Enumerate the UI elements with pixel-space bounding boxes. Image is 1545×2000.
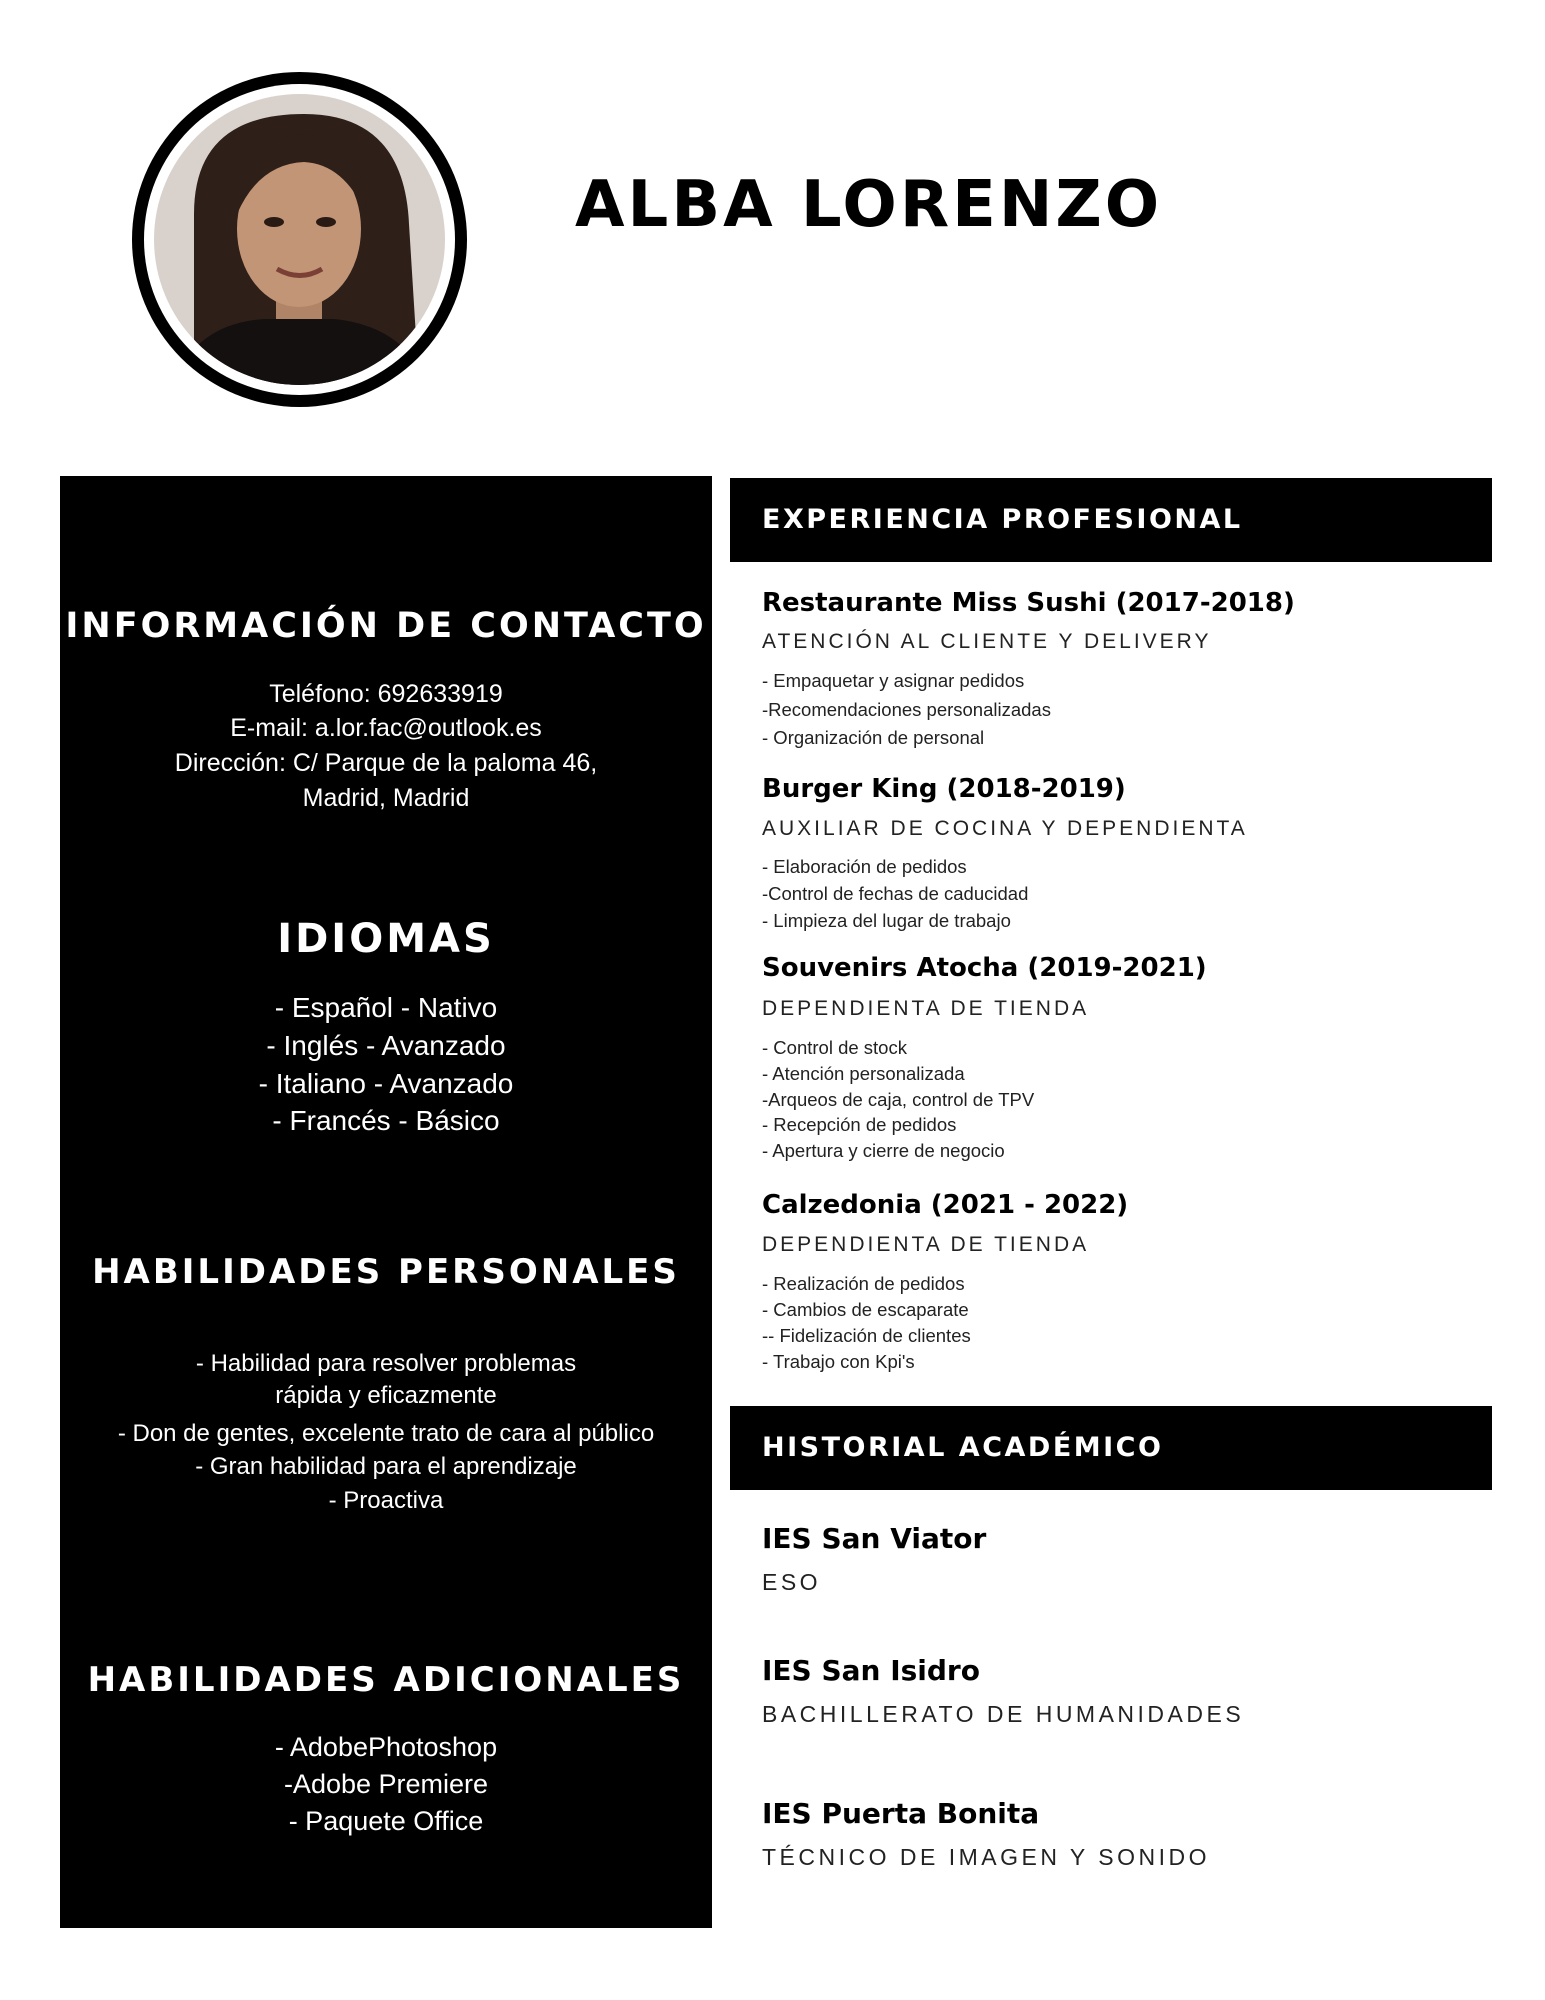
left-panel <box>60 476 712 1928</box>
personal-skill-line: rápida y eficazmente <box>275 1382 497 1409</box>
education-degree: BACHILLERATO DE HUMANIDADES <box>762 1701 1245 1727</box>
job-task: - Cambios de escaparate <box>762 1299 969 1320</box>
job-role: DEPENDIENTA DE TIENDA <box>762 1233 1090 1256</box>
education-degree: ESO <box>762 1569 822 1595</box>
job-task: - Control de stock <box>762 1037 907 1058</box>
job-task: - Recepción de pedidos <box>762 1114 957 1135</box>
language-item: - Italiano - Avanzado <box>258 1068 514 1099</box>
job-task: - Trabajo con Kpi's <box>762 1351 915 1372</box>
contact-heading: INFORMACIÓN DE CONTACTO <box>65 606 707 646</box>
language-item: - Inglés - Avanzado <box>266 1030 506 1061</box>
job-title: Restaurante Miss Sushi (2017-2018) <box>762 588 1295 618</box>
personal-skills-heading: HABILIDADES PERSONALES <box>92 1252 680 1292</box>
job-task: - Realización de pedidos <box>762 1273 965 1294</box>
full-name: ALBA LORENZO <box>575 168 1163 242</box>
job-task: - Atención personalizada <box>762 1063 965 1084</box>
languages-heading: IDIOMAS <box>277 916 495 962</box>
education-school: IES Puerta Bonita <box>762 1797 1040 1830</box>
job-task: - Apertura y cierre de negocio <box>762 1140 1005 1161</box>
profile-photo <box>132 72 467 407</box>
personal-skill-line: - Habilidad para resolver problemas <box>195 1350 577 1377</box>
personal-skill-line: - Don de gentes, excelente trato de cara al público <box>117 1420 655 1447</box>
contact-address: Dirección: C/ Parque de la paloma 46, <box>174 749 598 777</box>
education-school: IES San Viator <box>762 1522 987 1555</box>
education-header-bar <box>730 1406 1492 1490</box>
job-task: - Limpieza del lugar de trabajo <box>762 910 1011 931</box>
job-role: ATENCIÓN AL CLIENTE Y DELIVERY <box>762 630 1212 653</box>
personal-skill-line: - Proactiva <box>328 1487 444 1514</box>
experience-heading: EXPERIENCIA PROFESIONAL <box>762 504 1243 535</box>
job-role: AUXILIAR DE COCINA Y DEPENDIENTA <box>762 817 1248 840</box>
additional-skill-item: - AdobePhotoshop <box>274 1732 498 1762</box>
experience-header-bar <box>730 478 1492 562</box>
avatar-portrait <box>154 94 445 385</box>
job-title: Calzedonia (2021 - 2022) <box>762 1190 1129 1220</box>
job-task: - Organización de personal <box>762 727 985 748</box>
additional-skills-heading: HABILIDADES ADICIONALES <box>87 1660 685 1700</box>
additional-skill-item: - Paquete Office <box>288 1806 484 1836</box>
personal-skill-line: - Gran habilidad para el aprendizaje <box>195 1453 577 1480</box>
job-task: -Recomendaciones personalizadas <box>762 699 1051 720</box>
job-task: - Empaquetar y asignar pedidos <box>762 670 1025 691</box>
language-item: - Español - Nativo <box>274 992 498 1023</box>
additional-skill-item: -Adobe Premiere <box>283 1769 489 1799</box>
job-title: Burger King (2018-2019) <box>762 774 1126 804</box>
job-task: -- Fidelización de clientes <box>762 1325 971 1346</box>
education-school: IES San Isidro <box>762 1654 980 1687</box>
job-task: -Control de fechas de caducidad <box>762 883 1029 904</box>
contact-email: E-mail: a.lor.fac@outlook.es <box>230 714 542 742</box>
job-title: Souvenirs Atocha (2019-2021) <box>762 953 1207 983</box>
job-task: - Elaboración de pedidos <box>762 856 967 877</box>
contact-city: Madrid, Madrid <box>302 784 470 812</box>
job-task: -Arqueos de caja, control de TPV <box>762 1089 1035 1110</box>
education-heading: HISTORIAL ACADÉMICO <box>762 1432 1164 1463</box>
contact-phone: Teléfono: 692633919 <box>269 680 503 708</box>
job-role: DEPENDIENTA DE TIENDA <box>762 997 1090 1020</box>
language-item: - Francés - Básico <box>272 1105 500 1136</box>
education-degree: TÉCNICO DE IMAGEN Y SONIDO <box>762 1844 1210 1870</box>
